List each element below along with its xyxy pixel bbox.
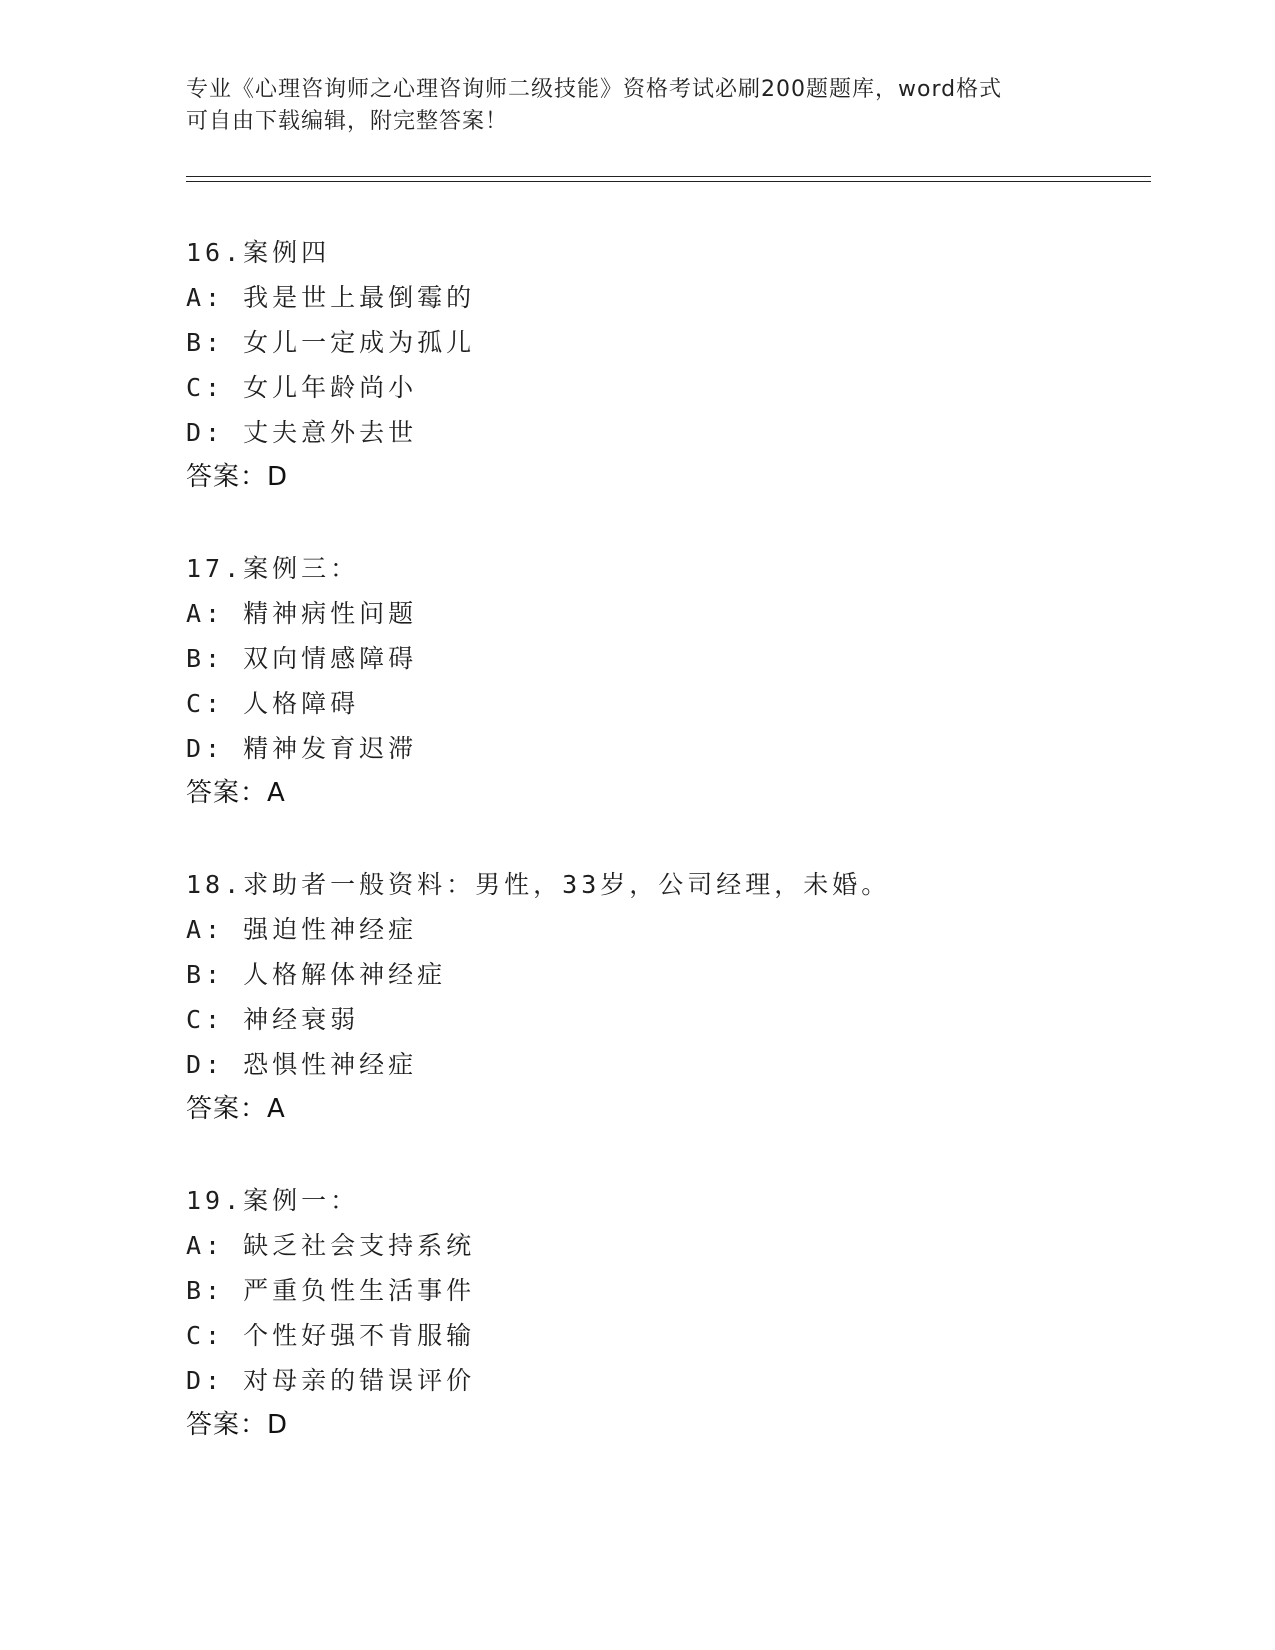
question-19 [186,1178,1086,1448]
question-16 [186,230,1086,500]
option-b: B: 严重负性生活事件 [186,1276,476,1305]
option-b: B: 双向情感障碍 [186,644,418,673]
answer: 答案：A [186,1094,286,1124]
header-rule-bottom [186,181,1151,182]
option-a: A: 强迫性神经症 [186,915,418,944]
option-a: A: 缺乏社会支持系统 [186,1231,476,1260]
option-d: D: 恐惧性神经症 [186,1050,418,1079]
option-b: B: 女儿一定成为孤儿 [186,328,476,357]
option-d: D: 精神发育迟滞 [186,734,418,763]
answer: 答案：D [186,1410,289,1440]
header-line-1: 专业《心理咨询师之心理咨询师二级技能》资格考试必刷200题题库，word格式 [186,77,1003,102]
answer: 答案：A [186,778,286,808]
option-d: D: 对母亲的错误评价 [186,1366,476,1395]
question-stem: 18.求助者一般资料：男性，33岁，公司经理，未婚。 [186,870,891,899]
option-b: B: 人格解体神经症 [186,960,447,989]
answer: 答案：D [186,462,289,492]
option-c: C: 个性好强不肯服输 [186,1321,476,1350]
question-stem: 16.案例四 [186,238,331,267]
question-18 [186,862,1086,1132]
option-a: A: 精神病性问题 [186,599,418,628]
option-c: C: 神经衰弱 [186,1005,360,1034]
option-c: C: 女儿年龄尚小 [186,373,418,402]
header-line-2: 可自由下载编辑，附完整答案！ [186,109,509,134]
document-header [186,74,1086,138]
option-d: D: 丈夫意外去世 [186,418,418,447]
question-17 [186,546,1086,816]
header-rule-top [186,176,1151,177]
question-stem: 19.案例一： [186,1186,360,1215]
option-c: C: 人格障碍 [186,689,360,718]
question-stem: 17.案例三： [186,554,360,583]
option-a: A: 我是世上最倒霉的 [186,283,476,312]
